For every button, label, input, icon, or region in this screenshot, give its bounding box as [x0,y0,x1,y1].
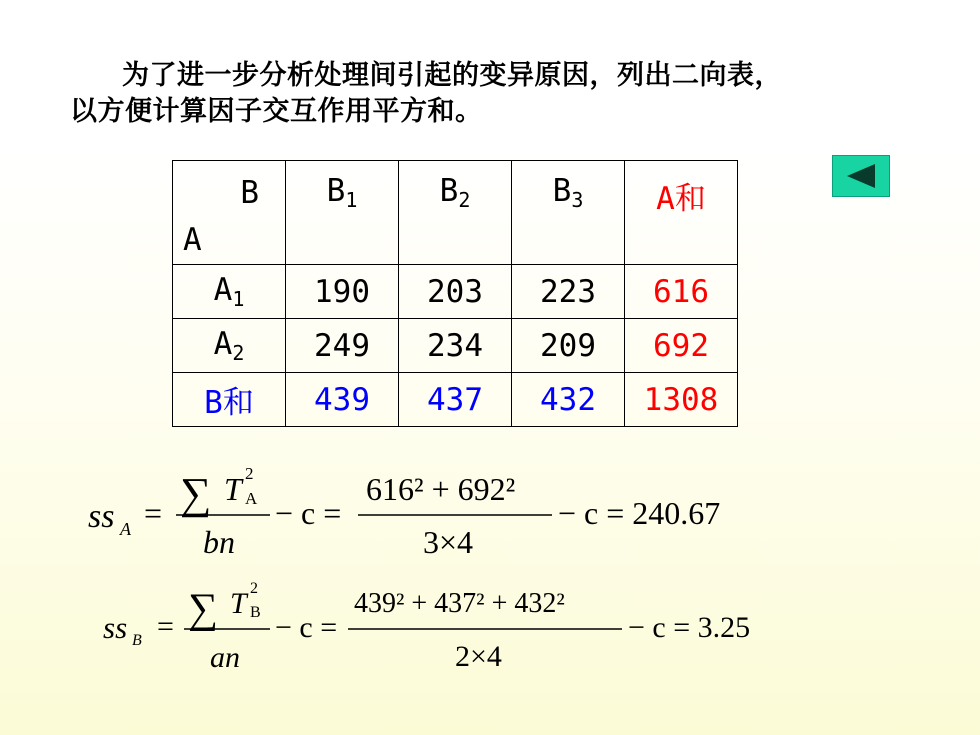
table-cell: 209 [512,319,625,373]
t-b-sub: B [250,604,261,621]
table-cell: 203 [399,265,512,319]
row-label-a2: $A_2$ [173,319,286,373]
ss-b-lhs: ss [103,610,128,645]
ss-b-lhs-sub: B [132,632,142,649]
col-total: 439 [286,373,399,427]
table-header-row [173,161,738,265]
t-a: T [224,471,242,507]
minus-c-a: − c = [275,495,342,531]
back-button[interactable] [832,155,890,197]
header-b3: $B_3$ [512,161,625,265]
col-total: 437 [399,373,512,427]
result-a: − c = 240.67 [558,495,721,531]
num2-b: 439² + 437² + 432² [354,588,565,619]
num2-a: 616² + 692² [366,471,516,507]
den2-b: 2×4 [455,640,502,673]
t-b: T [230,587,247,620]
den2-a: 3×4 [423,524,474,560]
header-a-total: A和 [625,161,738,265]
row-total: 616 [625,265,738,319]
minus-c-b: − c = [275,611,338,644]
svg-text:=: = [144,495,163,531]
corner-cell [173,161,286,265]
result-b: − c = 3.25 [628,611,751,644]
sum-symbol-b: ∑ [188,586,218,632]
den-a: bn [203,524,235,560]
table-cell: 234 [399,319,512,373]
row-total: 692 [625,319,738,373]
intro-line-1: 为了进一步分析处理间引起的变异原因，列出二向表， [122,60,782,91]
ss-a-lhs: ss [88,498,115,535]
table-cell: 190 [286,265,399,319]
t-b-sup: 2 [250,580,258,597]
triangle-left-icon [833,156,889,196]
row-label-b-total: B和 [173,373,286,427]
corner-col-label: B [240,175,259,211]
den-b: an [210,641,240,674]
intro-line-2: 以方便计算因子交互作用平方和。 [70,96,483,127]
header-b1: $B_1$ [286,161,399,265]
two-way-table [172,160,738,427]
totals-row [173,373,738,427]
t-a-sup: 2 [245,464,254,483]
table-row [173,265,738,319]
t-a-sub: A [245,489,258,508]
ss-a-lhs-sub: A [120,519,131,539]
sum-symbol-a: ∑ [180,469,212,518]
col-total: 432 [512,373,625,427]
header-b2: $B_2$ [399,161,512,265]
table-row [173,319,738,373]
row-label-a1: $A_1$ [173,265,286,319]
table-cell: 249 [286,319,399,373]
svg-text:=: = [157,610,174,643]
grand-total: 1308 [625,373,738,427]
table-cell: 223 [512,265,625,319]
corner-row-label: A [183,222,202,258]
intro-paragraph [70,58,930,130]
